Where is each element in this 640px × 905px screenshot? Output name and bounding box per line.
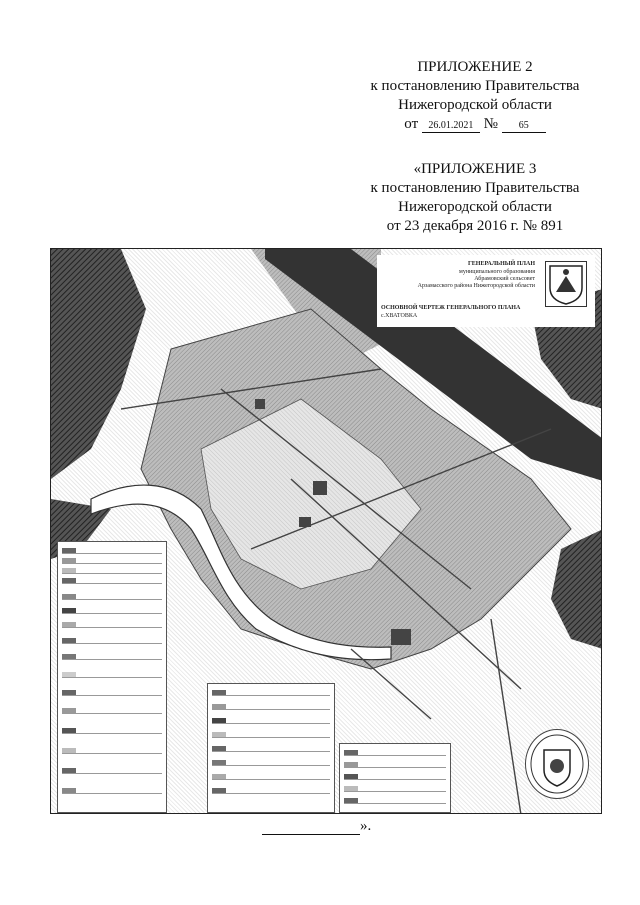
annex3-line1: к постановлению Правительства bbox=[370, 180, 580, 196]
forest-area-southeast bbox=[551, 529, 602, 649]
organization-emblem-icon bbox=[525, 729, 589, 799]
map-legend-middle bbox=[207, 683, 335, 813]
annex2-title: ПРИЛОЖЕНИЕ 2 bbox=[417, 59, 533, 75]
map-title: ГЕНЕРАЛЬНЫЙ ПЛАН bbox=[467, 261, 535, 267]
general-plan-map bbox=[50, 248, 602, 814]
coat-of-arms-icon bbox=[545, 261, 587, 307]
closing-quote: ». bbox=[360, 818, 372, 834]
signature-line bbox=[262, 822, 360, 835]
annex2-line1: к постановлению Правительства bbox=[370, 78, 580, 94]
annex2-header bbox=[330, 58, 620, 134]
map-legend-left bbox=[57, 541, 167, 813]
annex2-from: от bbox=[404, 116, 419, 132]
annex2-date-number bbox=[330, 115, 620, 134]
annex2-number: 65 bbox=[502, 120, 546, 133]
map-subtitle: ОСНОВНОЙ ЧЕРТЕЖ ГЕНЕРАЛЬНОГО ПЛАНА bbox=[381, 305, 521, 311]
map-settlement: с.ХВАТОВКА bbox=[381, 313, 418, 319]
annex3-line3: от 23 декабря 2016 г. № 891 bbox=[386, 218, 564, 234]
annex2-line2: Нижегородской области bbox=[398, 97, 552, 113]
annex2-date: 26.01.2021 bbox=[422, 120, 480, 133]
forest-area-west bbox=[51, 249, 146, 479]
closing-line bbox=[262, 818, 371, 835]
map-legend-right bbox=[339, 743, 451, 813]
map-title-line2: муниципального образования bbox=[459, 269, 535, 275]
map-title-line3: Абрамовский сельсовет bbox=[474, 276, 535, 282]
annex3-title: «ПРИЛОЖЕНИЕ 3 bbox=[413, 161, 537, 177]
map-title-line4: Арзамасского района Нижегородской области bbox=[417, 283, 535, 289]
annex3-line2: Нижегородской области bbox=[398, 199, 552, 215]
map-title-block bbox=[377, 255, 595, 327]
annex2-number-sign: № bbox=[483, 116, 498, 132]
annex3-header bbox=[330, 160, 620, 236]
